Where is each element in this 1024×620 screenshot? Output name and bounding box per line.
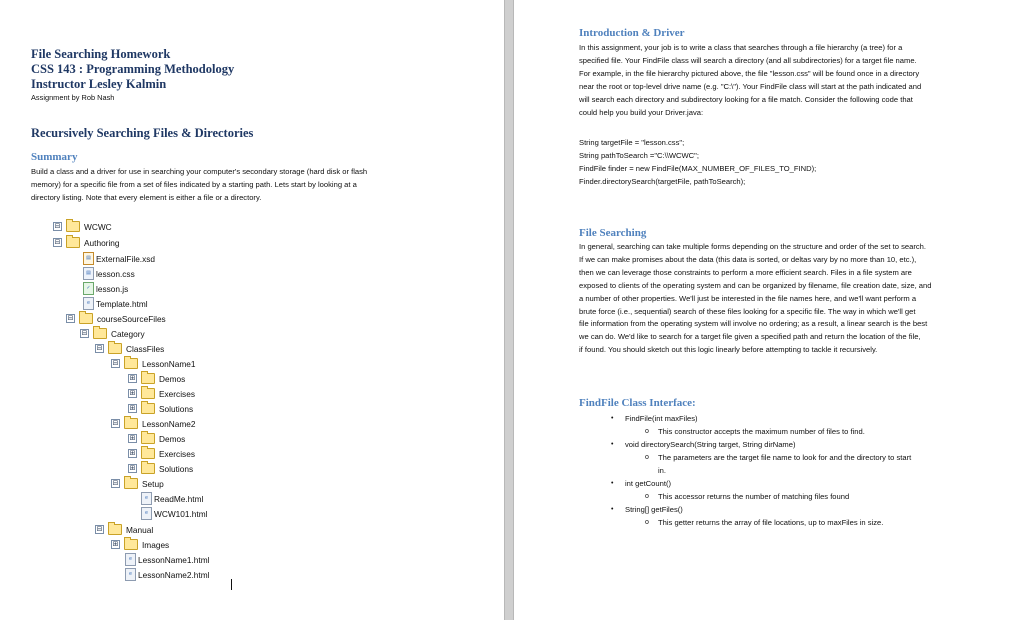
author-line: Assignment by Rob Nash [31,93,115,102]
bullet-icon: • [611,415,614,422]
search-line: if found. You should sketch out this logic linearly before attempting to tackle it recursively. [579,345,878,355]
xsd-file-icon: ▤ [83,252,94,265]
method-signature: int getCount() [625,479,672,488]
method-description: This constructor accepts the maximum number of files to find. [658,427,865,436]
tree-node[interactable]: ✓ lesson.js [83,281,128,296]
search-line: In general, searching can take multiple forms depending on the structure and order of the set to search. [579,242,926,251]
code-line: Finder.directorySearch(targetFile, pathToSearch); [579,177,746,186]
tree-node[interactable]: e LessonName1.html [125,552,209,567]
folder-icon [141,388,155,399]
folder-icon [141,433,155,444]
search-line: a number of other properties. We'll just be interested in the file names here, and we'll want perform a [579,293,917,303]
collapse-icon[interactable]: ⊟ [112,479,119,487]
folder-icon [108,524,122,535]
summary-line: memory) for a specific file from a set of files indicated by a starting path. Lets start by looking at a [31,179,357,189]
method-description: The parameters are the target file name to look for and the directory to start [658,453,912,462]
method-description: This getter returns the array of file locations, up to maxFiles in size. [658,518,884,527]
intro-line: could help you build your Driver.java: [579,107,704,117]
course-name: CSS 143 : Programming Methodology [31,62,235,76]
tree-node[interactable]: ⊞ Demos [129,373,186,384]
folder-icon [124,478,138,489]
intro-line: In this assignment, your job is to write a class that searches through a file hierarchy (a tree) for a [579,43,903,52]
sub-bullet-icon: o [645,493,649,500]
html-file-icon: e [83,297,94,310]
search-line: file information from the operating system will involve no ordering; as a result, a linear search is the best [579,319,928,329]
collapse-icon[interactable]: ⊟ [54,238,61,246]
expand-icon[interactable]: ⊞ [129,389,136,397]
document-page-left [0,0,504,620]
expand-icon[interactable]: ⊞ [129,434,136,442]
text-cursor [231,579,232,590]
expand-icon[interactable]: ⊞ [129,374,136,382]
method-signature: FindFile(int maxFiles) [625,414,698,423]
collapse-icon[interactable]: ⊟ [112,419,119,427]
tree-node[interactable]: e Template.html [83,296,148,311]
js-file-icon: ✓ [83,282,94,295]
expand-icon[interactable]: ⊞ [112,540,119,548]
summary-heading: Summary [31,151,78,163]
sub-bullet-icon: o [645,519,649,526]
tree-node[interactable]: ⊞ Exercises [129,388,195,399]
summary-line: directory listing. Note that every element is either a file or a directory. [31,192,262,202]
sub-bullet-icon: o [645,428,649,435]
bullet-icon: • [611,480,614,487]
tree-node[interactable]: ⊞ Solutions [129,403,194,414]
folder-icon [124,418,138,429]
html-file-icon: e [141,492,152,505]
page-gutter [504,0,514,620]
tree-node[interactable]: ▤ lesson.css [83,266,135,281]
section-heading: Recursively Searching Files & Directories [31,126,254,140]
tree-node[interactable]: e WCW101.html [141,506,207,521]
html-file-icon: e [141,507,152,520]
search-line: If we can make promises about the data (this data is sorted, or deltas vary by no more than 10, etc.), [579,254,917,264]
bullet-icon: • [611,441,614,448]
tree-node[interactable]: e ReadMe.html [141,491,203,506]
expand-icon[interactable]: ⊞ [129,464,136,472]
tree-node[interactable]: ⊟ LessonName1 [112,358,196,369]
intro-heading: Introduction & Driver [579,27,685,39]
tree-node[interactable]: ⊟ WCWC [54,221,112,232]
assignment-title: File Searching Homework [31,47,171,61]
html-file-icon: e [125,568,136,581]
tree-node[interactable]: ⊞ Solutions [129,463,194,474]
interface-heading: FindFile Class Interface: [579,397,696,409]
method-description: in. [658,466,667,475]
code-line: FindFile finder = new FindFile(MAX_NUMBER_OF_FILES_TO_FIND); [579,164,817,173]
folder-icon [93,328,107,339]
tree-node[interactable]: ⊞ Exercises [129,448,195,459]
collapse-icon[interactable]: ⊟ [67,314,74,322]
collapse-icon[interactable]: ⊟ [81,329,88,337]
method-description: This accessor returns the number of matching files found [658,492,850,501]
folder-icon [141,403,155,414]
html-file-icon: e [125,553,136,566]
method-signature: void directorySearch(String target, String dirName) [625,440,796,449]
bullet-icon: • [611,506,614,513]
folder-icon [66,237,80,248]
directory-tree [0,0,504,620]
intro-line: specified file. Your FindFile class will search a directory (and all subdirectories) for a target file name. [579,55,917,65]
instructor-name: Instructor Lesley Kalmin [31,77,167,91]
method-signature: String[] getFiles() [625,505,683,514]
tree-node[interactable]: ⊞ Demos [129,433,186,444]
tree-node[interactable]: ⊟ LessonName2 [112,418,196,429]
collapse-icon[interactable]: ⊟ [112,359,119,367]
search-line: we can do. We'd like to search for a target file given a specified path and return the location of the file, [579,332,921,342]
tree-node[interactable]: e LessonName2.html [125,567,209,582]
tree-node[interactable]: ⊟ Category [81,328,145,339]
sub-bullet-icon: o [645,454,649,461]
document-page-right [514,0,1024,620]
tree-node[interactable]: ⊟ Setup [112,478,164,489]
search-line: then we can leverage those constraints to perform a more efficient search. Files in a file system are [579,267,912,277]
tree-node[interactable]: ▤ ExternalFile.xsd [83,251,155,266]
code-line: String pathToSearch ="C:\\WCWC"; [579,151,699,160]
collapse-icon[interactable]: ⊟ [96,525,103,533]
folder-icon [108,343,122,354]
tree-node[interactable]: ⊟ courseSourceFiles [67,313,166,324]
collapse-icon[interactable]: ⊟ [54,222,61,230]
search-line: exposed to clients of the operating system and can be organized by filename, file creation date, size, and [579,280,932,290]
folder-icon [141,373,155,384]
folder-icon [79,313,93,324]
intro-line: near the root or top-level drive name (e.g. "C:\"). Your FindFile class will start at the path indicated and [579,81,922,91]
file-searching-heading: File Searching [579,227,647,239]
tree-node[interactable]: ⊟ Authoring [54,237,120,248]
expand-icon[interactable]: ⊞ [129,404,136,412]
intro-line: will search each directory and subdirectory looking for a file match. Consider the following code that [579,94,913,104]
intro-line: For example, in the file hierarchy pictured above, the file "lesson.css" will be found once in a directory [579,68,920,78]
expand-icon[interactable]: ⊞ [129,449,136,457]
folder-icon [141,463,155,474]
folder-icon [124,358,138,369]
tree-node[interactable]: ⊟ Manual [96,524,154,535]
tree-node[interactable]: ⊞ Images [112,539,170,550]
code-line: String targetFile = "lesson.css"; [579,138,685,147]
css-file-icon: ▤ [83,267,94,280]
collapse-icon[interactable]: ⊟ [96,344,103,352]
tree-node[interactable]: ⊟ ClassFiles [96,343,165,354]
folder-icon [66,221,80,232]
search-line: brute force (i.e., sequential) search of these files looking for a specific file. The way in which we'll get [579,306,916,316]
folder-icon [124,539,138,550]
summary-line: Build a class and a driver for use in searching your computer's secondary storage (hard disk or flash [31,167,368,176]
interface-list [514,0,1024,620]
folder-icon [141,448,155,459]
